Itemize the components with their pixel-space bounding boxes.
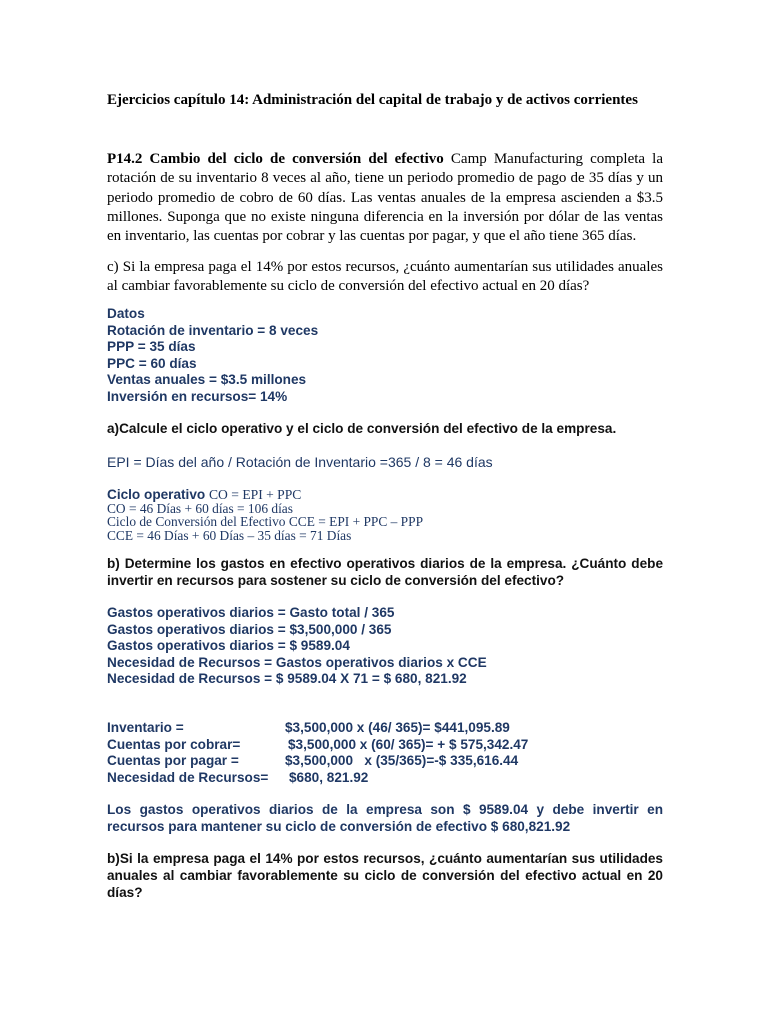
- table-row-value: $3,500,000 x (46/ 365)= $441,095.89: [285, 720, 510, 735]
- table-row-value: $3,500,000 x (35/365)=-$ 335,616.44: [285, 753, 519, 768]
- datos-item: Inversión en recursos= 14%: [107, 388, 288, 404]
- datos-item: Rotación de inventario = 8 veces: [107, 322, 319, 338]
- calc-line: Gastos operativos diarios = $3,500,000 / 365: [107, 621, 392, 637]
- question-b: b) Determine los gastos en efectivo operativos diarios de la empresa. ¿Cuánto debe invertir en recursos para sostener su ciclo de conversión del efectivo?: [107, 556, 663, 588]
- table-row-label: Necesidad de Recursos=: [107, 769, 269, 785]
- calc-line: Gastos operativos diarios = Gasto total / 365: [107, 605, 395, 620]
- problem-statement: [107, 150, 663, 246]
- cce-calc: CCE = 46 Días + 60 Días – 35 días = 71 Días: [107, 527, 352, 543]
- datos-heading: Datos: [107, 306, 145, 321]
- question-c: c) Si la empresa paga el 14% por estos recursos, ¿cuánto aumentarían sus utilidades anuales al cambiar favorablemente su ciclo de conversión del efectivo actual en 20 días?: [107, 259, 663, 295]
- table-row-label: Inventario =: [107, 720, 184, 735]
- co-label: Ciclo operativo: [107, 487, 206, 502]
- co-calc: CO = 46 Días + 60 días = 106 días: [107, 500, 293, 516]
- problem-heading: P14.2 Cambio del ciclo de conversión del efectivo: [107, 151, 444, 167]
- problem-text: Camp Manufacturing completa la rotación de su inventario 8 veces al año, tiene un periodo promedio de pago de 35 días y un periodo promedio de cobro de 60 días. Las ventas anuales de la empresa ascienden a $3.5 millones. Suponga que no existe ninguna diferencia en la inversión por dólar de las ventas en inventario, las cuentas por cobrar y las cuentas por pagar, y que el año tiene 365 días.: [107, 151, 663, 245]
- question-b2: b)Si la empresa paga el 14% por estos recursos, ¿cuánto aumentarían sus utilidades anuales al cambiar favorablemente su ciclo de conversión del efectivo actual en 20 días?: [107, 851, 663, 900]
- conclusion: Los gastos operativos diarios de la empresa son $ 9589.04 y debe invertir en recursos para mantener su ciclo de conversión de efectivo $ 680,821.92: [107, 802, 663, 834]
- table-row-label: Cuentas por cobrar=: [107, 736, 241, 752]
- co-formula: CO = EPI + PPC: [208, 487, 302, 502]
- datos-item: PPC = 60 días: [107, 355, 197, 371]
- cce-formula: Ciclo de Conversión del Efectivo CCE = EPI + PPC – PPP: [107, 514, 424, 529]
- calc-line: Necesidad de Recursos = $ 9589.04 X 71 = $ 680, 821.92: [107, 671, 467, 686]
- calc-line: Gastos operativos diarios = $ 9589.04: [107, 638, 350, 653]
- table-row-value: $680, 821.92: [289, 769, 369, 785]
- question-a: a)Calcule el ciclo operativo y el ciclo de conversión del efectivo de la empresa.: [107, 421, 617, 436]
- datos-item: Ventas anuales = $3.5 millones: [107, 372, 307, 387]
- page-title: Ejercicios capítulo 14: Administración del capital de trabajo y de activos corrientes: [107, 92, 638, 108]
- table-row-value: $3,500,000 x (60/ 365)= + $ 575,342.47: [288, 736, 529, 752]
- datos-item: PPP = 35 días: [107, 339, 196, 354]
- calc-line: Necesidad de Recursos = Gastos operativos diarios x CCE: [107, 654, 487, 670]
- table-row-label: Cuentas por pagar =: [107, 753, 239, 768]
- epi-formula: EPI = Días del año / Rotación de Inventario =365 / 8 = 46 días: [107, 454, 493, 470]
